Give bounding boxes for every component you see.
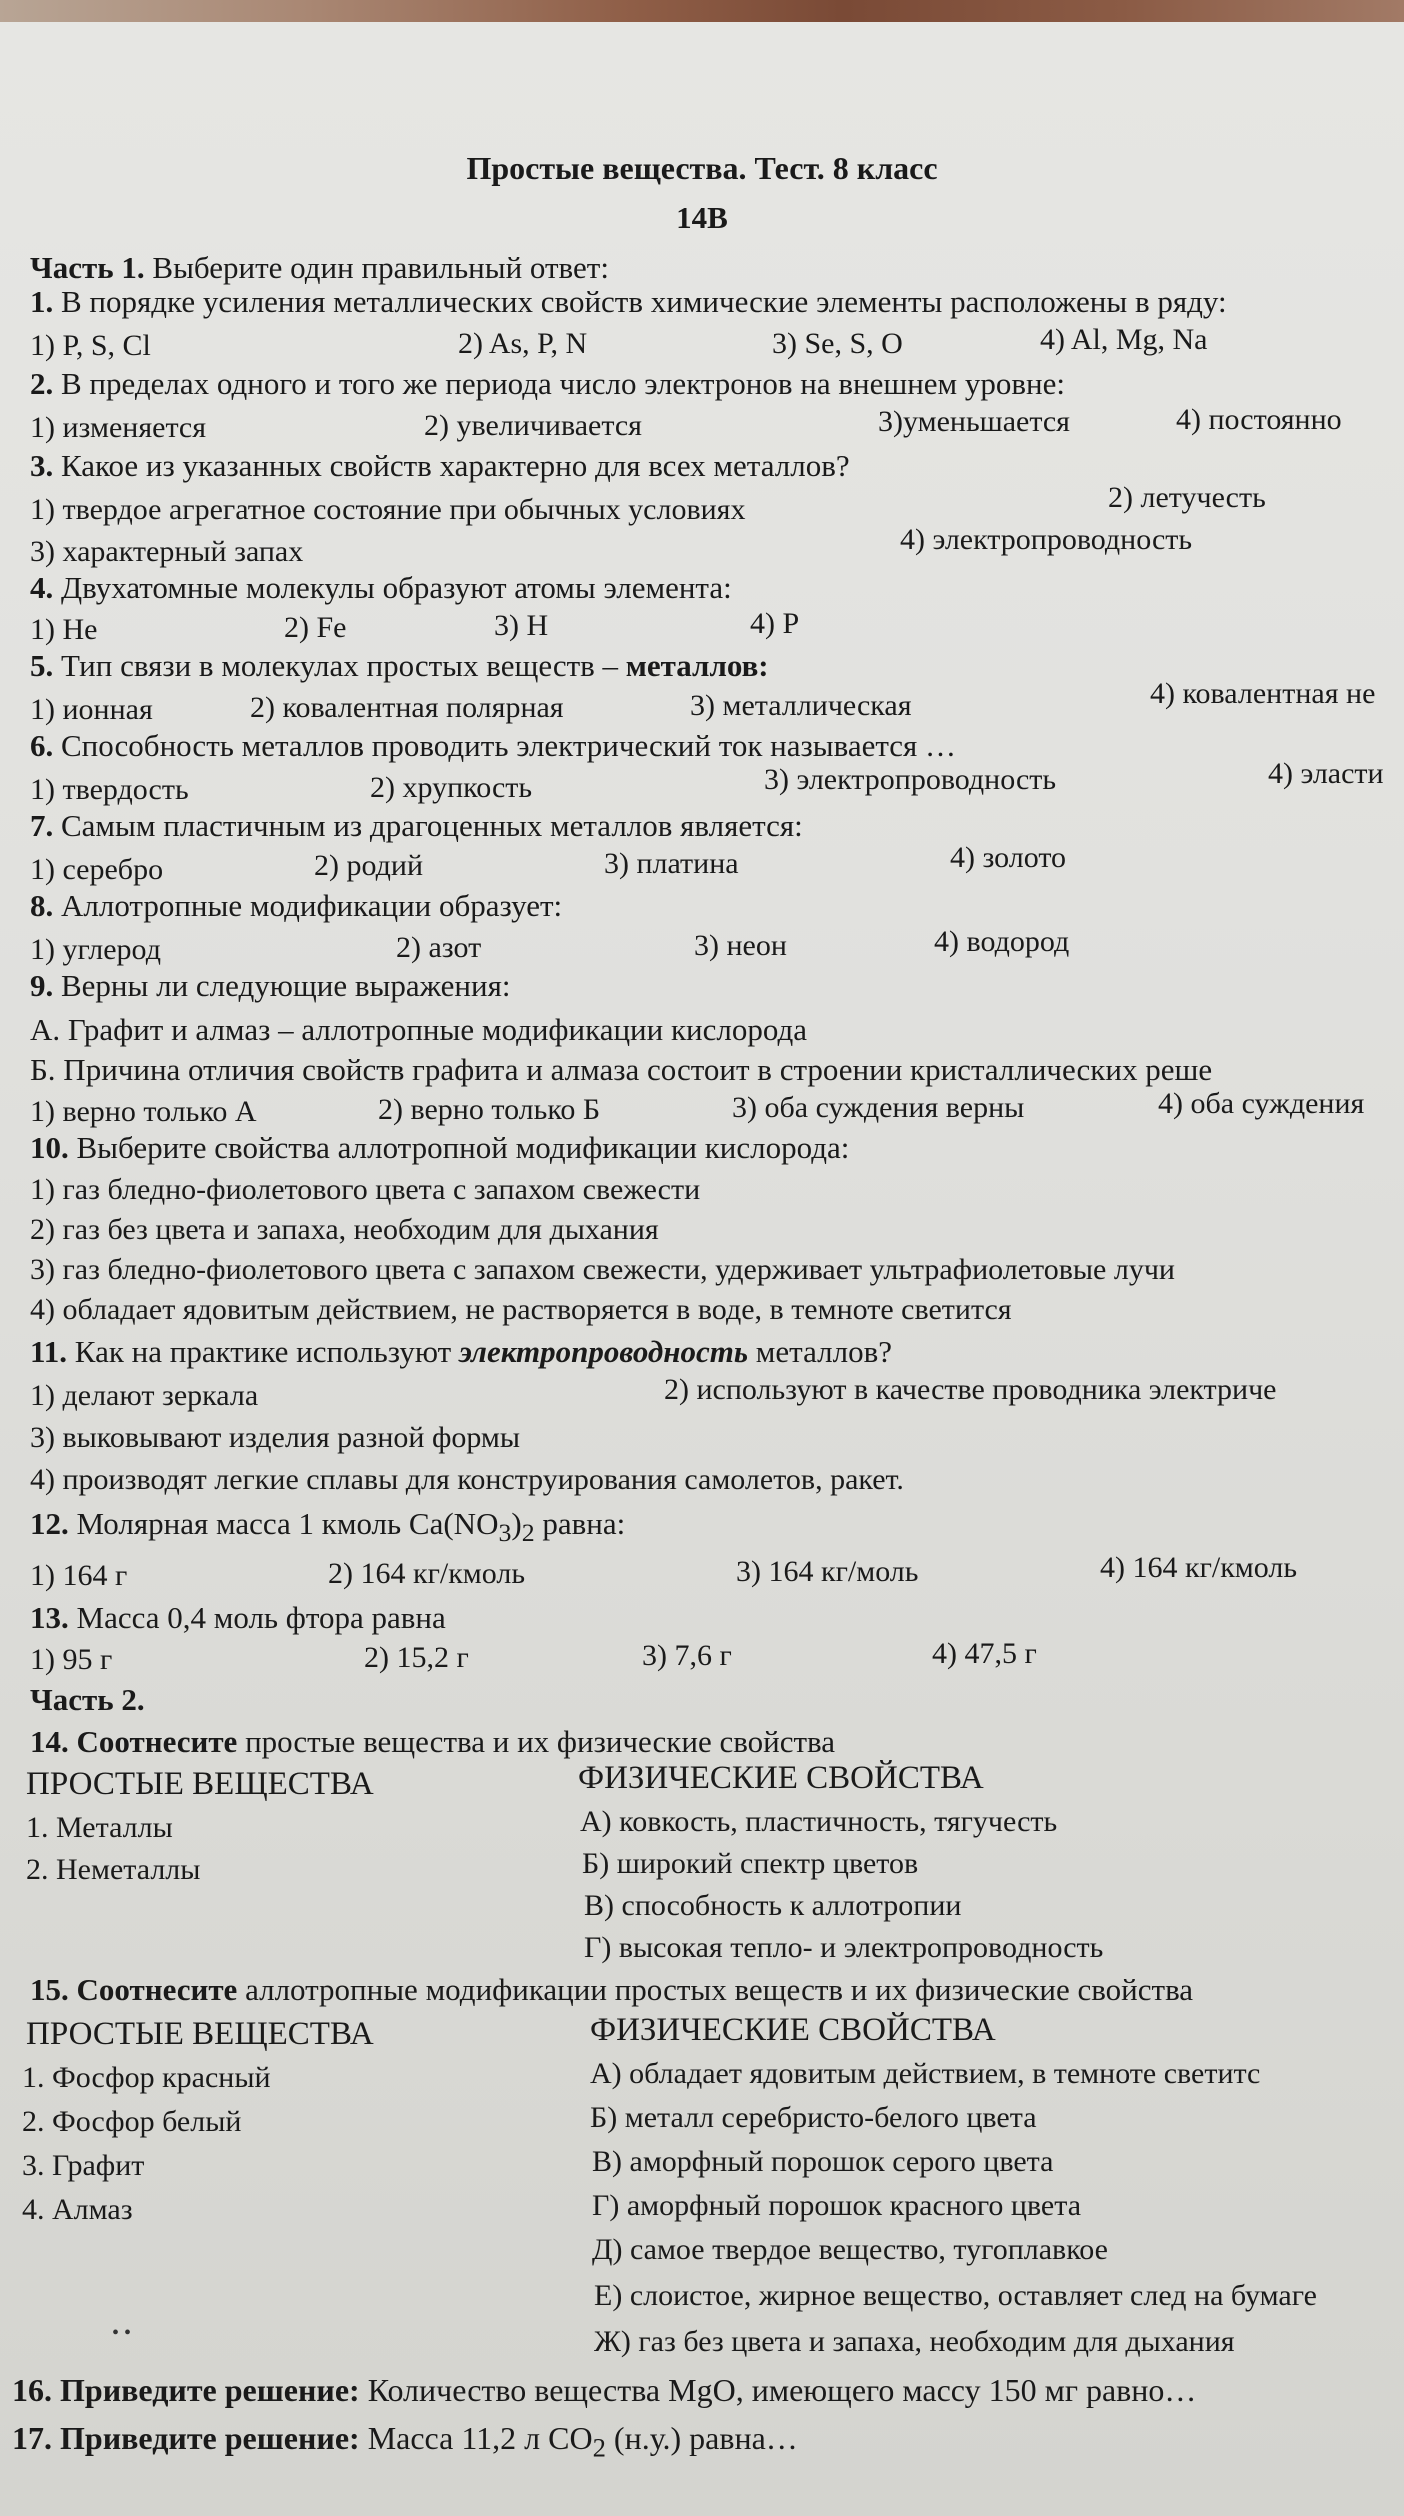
q14-left-header: ПРОСТЫЕ ВЕЩЕСТВА xyxy=(26,1766,374,1802)
q4-option-2: 2) Fe xyxy=(284,611,347,644)
part2-heading: Часть 2. xyxy=(30,1682,145,1717)
q1-option-1: 1) P, S, Cl xyxy=(30,329,151,362)
question-11: 11. Как на практике используют электропроводность металлов? xyxy=(30,1334,892,1369)
variant-number: 14В xyxy=(676,200,728,235)
question-5: 5. Тип связи в молекулах простых веществ – металлов: xyxy=(30,648,769,683)
q2-option-2: 2) увеличивается xyxy=(424,409,642,442)
question-8: 8. Аллотропные модификации образует: xyxy=(30,888,563,923)
q3-option-1: 1) твердое агрегатное состояние при обычных условиях xyxy=(30,493,746,526)
q15-right-item-e: Д) самое твердое вещество, тугоплавкое xyxy=(592,2233,1108,2266)
q9-option-2: 2) верно только Б xyxy=(378,1093,601,1126)
q14-right-item-a: А) ковкость, пластичность, тягучесть xyxy=(580,1805,1058,1838)
question-15: 15. Соотнесите аллотропные модификации простых веществ и их физические свойства xyxy=(30,1972,1194,2007)
q8-option-2: 2) азот xyxy=(396,931,482,964)
q2-option-3: 3)уменьшается xyxy=(878,405,1070,438)
q7-option-2: 2) родий xyxy=(314,849,423,882)
q4-option-4: 4) P xyxy=(750,607,800,640)
q2-option-1: 1) изменяется xyxy=(30,411,207,444)
q15-right-item-c: В) аморфный порошок серого цвета xyxy=(592,2145,1054,2178)
q13-option-1: 1) 95 г xyxy=(30,1643,113,1676)
q1-option-4: 4) Al, Mg, Na xyxy=(1040,323,1208,356)
q7-option-4: 4) золото xyxy=(950,841,1067,874)
q4-option-1: 1) He xyxy=(30,613,98,646)
q15-right-item-b: Б) металл серебристо-белого цвета xyxy=(590,2101,1037,2134)
q15-left-item-4: 4. Алмаз xyxy=(22,2193,133,2226)
question-13: 13. Масса 0,4 моль фтора равна xyxy=(30,1600,446,1635)
q11-option-1: 1) делают зеркала xyxy=(30,1379,259,1412)
page-title: Простые вещества. Тест. 8 класс xyxy=(466,150,938,186)
q8-option-4: 4) водород xyxy=(934,925,1070,958)
question-1: 1. В порядке усиления металлических свойств химические элементы расположены в ряду: xyxy=(30,284,1227,319)
question-9: 9. Верны ли следующие выражения: xyxy=(30,968,511,1003)
q3-option-3: 3) характерный запах xyxy=(30,535,304,568)
q15-left-item-3: 3. Графит xyxy=(22,2149,145,2182)
q14-right-item-d: Г) высокая тепло- и электропроводность xyxy=(584,1931,1104,1964)
question-12: 12. Молярная масса 1 кмоль $Ca(NO_3)_2$ равна: xyxy=(30,1506,626,1548)
q15-right-header: ФИЗИЧЕСКИЕ СВОЙСТВА xyxy=(590,2012,996,2048)
test-sheet xyxy=(0,22,1404,2516)
q13-option-4: 4) 47,5 г xyxy=(932,1637,1037,1670)
q15-right-item-a: А) обладает ядовитым действием, в темноте светитс xyxy=(590,2057,1261,2090)
question-4: 4. Двухатомные молекулы образуют атомы элемента: xyxy=(30,570,732,605)
q15-right-item-d: Г) аморфный порошок красного цвета xyxy=(592,2189,1082,2222)
question-16: 16. Приведите решение: Количество вещества MgO, имеющего массу 150 мг равно… xyxy=(12,2372,1197,2408)
q14-right-header: ФИЗИЧЕСКИЕ СВОЙСТВА xyxy=(578,1760,984,1796)
q9-statement-b: Б. Причина отличия свойств графита и алмаза состоит в строении кристаллических реше xyxy=(30,1052,1213,1087)
q10-option-4: 4) обладает ядовитым действием, не растворяется в воде, в темноте светится xyxy=(30,1293,1012,1326)
q9-statement-a: А. Графит и алмаз – аллотропные модификации кислорода xyxy=(30,1012,807,1047)
q6-option-4: 4) эласти xyxy=(1268,757,1384,790)
question-14: 14. Соотнесите простые вещества и их физические свойства xyxy=(30,1724,836,1759)
q11-option-3: 3) выковывают изделия разной формы xyxy=(30,1421,521,1454)
q5-option-3: 3) металлическая xyxy=(690,689,912,722)
q11-option-4: 4) производят легкие сплавы для конструирования самолетов, ракет. xyxy=(30,1463,904,1496)
question-2: 2. В пределах одного и того же периода число электронов на внешнем уровне: xyxy=(30,366,1066,401)
q9-option-1: 1) верно только А xyxy=(30,1095,257,1128)
q5-option-1: 1) ионная xyxy=(30,693,153,726)
q14-left-item-1: 1. Металлы xyxy=(26,1811,173,1844)
q8-option-1: 1) углерод xyxy=(30,933,161,966)
q4-option-3: 3) H xyxy=(494,609,549,642)
q12-option-1: 1) 164 г xyxy=(30,1559,128,1592)
q15-left-header: ПРОСТЫЕ ВЕЩЕСТВА xyxy=(26,2016,374,2052)
q2-option-4: 4) постоянно xyxy=(1176,403,1342,436)
question-3: 3. Какое из указанных свойств характерно для всех металлов? xyxy=(30,448,850,483)
q10-option-3: 3) газ бледно-фиолетового цвета с запахом свежести, удерживает ультрафиолетовые лучи xyxy=(30,1253,1175,1286)
q15-right-item-f: Е) слоистое, жирное вещество, оставляет след на бумаге xyxy=(594,2279,1317,2312)
q3-option-2: 2) летучесть xyxy=(1108,481,1266,514)
q14-right-item-b: Б) широкий спектр цветов xyxy=(582,1847,919,1880)
q15-left-item-1: 1. Фосфор красный xyxy=(22,2061,271,2094)
q8-option-3: 3) неон xyxy=(694,929,787,962)
q1-option-2: 2) As, P, N xyxy=(458,327,588,360)
q14-left-item-2: 2. Неметаллы xyxy=(26,1853,201,1886)
q6-option-3: 3) электропроводность xyxy=(764,763,1057,796)
q9-option-4: 4) оба суждения xyxy=(1158,1087,1365,1120)
part1-heading: Часть 1. Выберите один правильный ответ: xyxy=(30,250,609,285)
q12-option-4: 4) 164 кг/кмоль xyxy=(1100,1551,1298,1584)
q11-option-2: 2) используют в качестве проводника электриче xyxy=(664,1373,1277,1406)
q14-right-item-c: В) способность к аллотропии xyxy=(584,1889,962,1922)
question-17: 17. Приведите решение: Масса 11,2 л $CO_2$ (н.у.) равна… xyxy=(12,2420,798,2463)
q5-option-4: 4) ковалентная не xyxy=(1150,677,1376,710)
q15-left-item-2: 2. Фосфор белый xyxy=(22,2105,242,2138)
q12-option-2: 2) 164 кг/кмоль xyxy=(328,1557,526,1590)
q7-option-3: 3) платина xyxy=(604,847,739,880)
q10-option-2: 2) газ без цвета и запаха, необходим для дыхания xyxy=(30,1213,659,1246)
q1-option-3: 3) Se, S, O xyxy=(772,327,903,360)
q7-option-1: 1) серебро xyxy=(30,853,164,886)
q10-option-1: 1) газ бледно-фиолетового цвета с запахом свежести xyxy=(30,1173,701,1206)
question-7: 7. Самым пластичным из драгоценных металлов является: xyxy=(30,808,803,843)
q6-option-2: 2) хрупкость xyxy=(370,771,533,804)
q6-option-1: 1) твердость xyxy=(30,773,189,806)
q5-option-2: 2) ковалентная полярная xyxy=(250,691,564,724)
q3-option-4: 4) электропроводность xyxy=(900,523,1193,556)
pencil-marks: • • xyxy=(112,2322,132,2344)
q9-option-3: 3) оба суждения верны xyxy=(732,1091,1025,1124)
q13-option-3: 3) 7,6 г xyxy=(642,1639,732,1672)
q15-right-item-g: Ж) газ без цвета и запаха, необходим для дыхания xyxy=(594,2325,1235,2358)
question-10: 10. Выберите свойства аллотропной модификации кислорода: xyxy=(30,1130,850,1165)
q13-option-2: 2) 15,2 г xyxy=(364,1641,469,1674)
question-6: 6. Способность металлов проводить электрический ток называется … xyxy=(30,728,957,763)
q12-option-3: 3) 164 кг/моль xyxy=(736,1555,919,1588)
